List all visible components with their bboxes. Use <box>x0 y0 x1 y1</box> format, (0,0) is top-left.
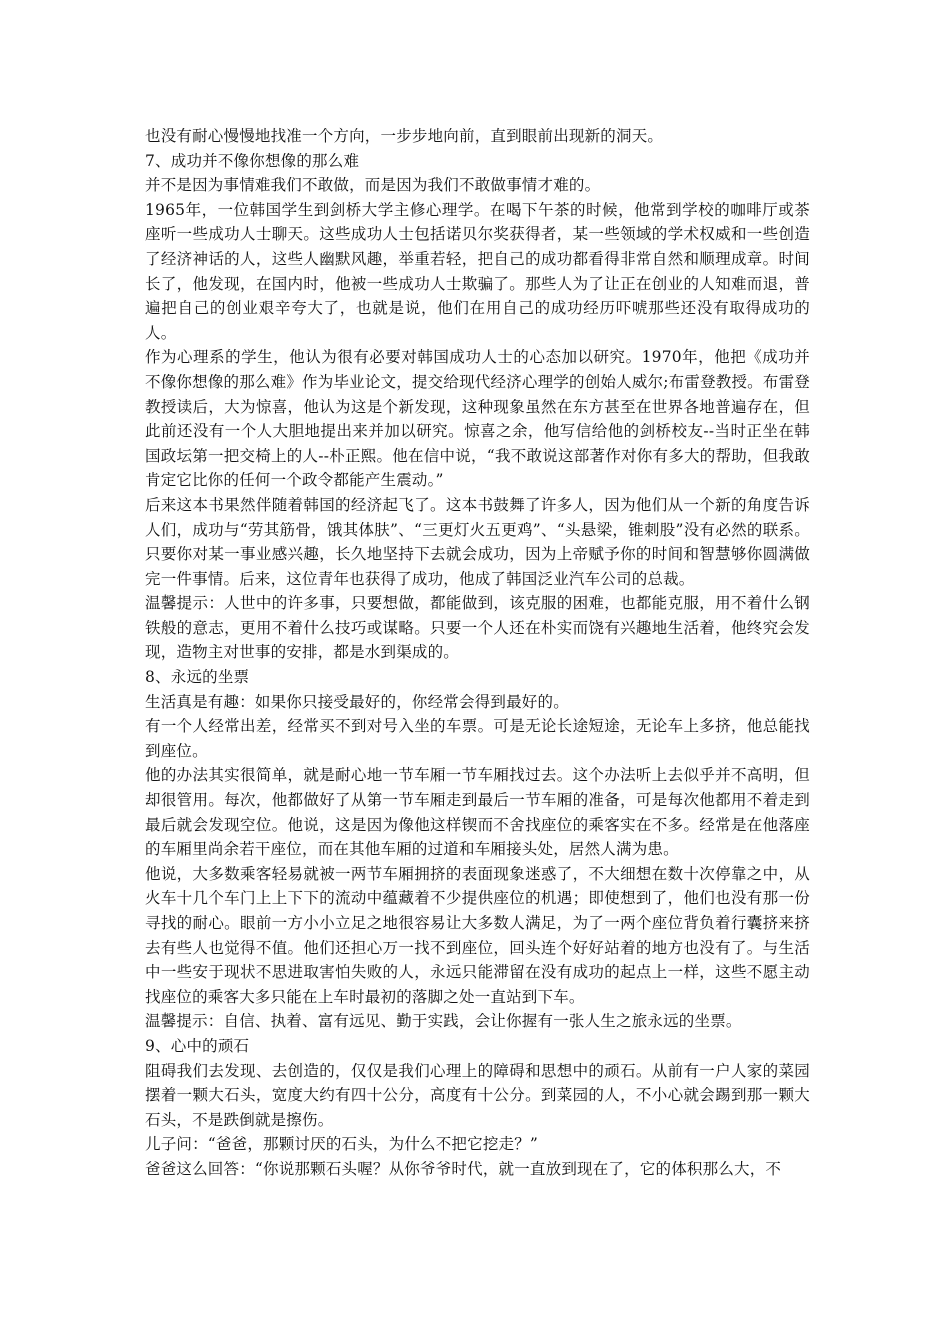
text-paragraph: 1965年，一位韩国学生到剑桥大学主修心理学。在喝下午茶的时候，他常到学校的咖啡厅或茶座听一些成功人士聊天。这些成功人士包括诺贝尔奖获得者，某一些领域的学术权威和一些创造了经济神话的人，这些人幽默风趣，举重若轻，把自己的成功都看得非常自然和顺理成章。时间长了，他发现，在国内时，他被一些成功人士欺骗了。那些人为了让正在创业的人知难而退，普遍把自己的创业艰辛夸大了，也就是说，他们在用自己的成功经历吓唬那些还没有取得成功的人。 <box>145 200 810 342</box>
text-paragraph: 作为心理系的学生，他认为很有必要对韩国成功人士的心态加以研究。1970年，他把《成功并不像你想像的那么难》作为毕业论文，提交给现代经济心理学的创始人威尔;布雷登教授。布雷登教授读后，大为惊喜，他认为这是个新发现，这种现象虽然在东方甚至在世界各地普遍存在，但此前还没有一个人大胆地提出来并加以研究。惊喜之余，他写信给他的剑桥校友--当时正坐在韩国政坛第一把交椅上的人--朴正熙。他在信中说，“我不敢说这部著作对你有多大的帮助，但我敢肯定它比你的任何一个政令都能产生震动。” <box>145 348 810 490</box>
tip-paragraph: 温馨提示：自信、执着、富有远见、勤于实践，会让你握有一张人生之旅永远的坐票。 <box>145 1012 742 1031</box>
text-paragraph: 也没有耐心慢慢地找准一个方向，一步步地向前，直到眼前出现新的洞天。 <box>145 127 664 145</box>
section-heading-8: 8、永远的坐票 <box>145 668 250 687</box>
tip-paragraph: 温馨提示：人世中的许多事，只要想做，都能做到，该克服的困难，也都能克服，用不着什么钢铁般的意志，更用不着什么技巧或谋略。只要一个人还在朴实而饶有兴趣地生活着，他终究会发现，造物主对世事的安排，都是水到渠成的。 <box>145 594 810 662</box>
text-paragraph: 阻碍我们去发现、去创造的，仅仅是我们心理上的障碍和思想中的顽石。从前有一户人家的菜园摆着一颗大石头，宽度大约有四十公分，高度有十公分。到菜园的人，不小心就会踢到那一颗大石头，不是跌倒就是擦伤。 <box>145 1061 810 1129</box>
text-paragraph: 他说，大多数乘客轻易就被一两节车厢拥挤的表面现象迷惑了，不大细想在数十次停靠之中，从火车十几个车门上上下下的流动中蕴藏着不少提供座位的机遇；即使想到了，他们也没有那一份寻找的耐心。眼前一方小小立足之地很容易让大多数人满足，为了一两个座位背负着行囊挤来挤去有些人也觉得不值。他们还担心万一找不到座位，回头连个好好站着的地方也没有了。与生活中一些安于现状不思进取害怕失败的人，永远只能滞留在没有成功的起点上一样，这些不愿主动找座位的乘客大多只能在上车时最初的落脚之处一直站到下车。 <box>145 864 810 1006</box>
section-heading-7: 7、成功并不像你想像的那么难 <box>145 151 360 170</box>
text-paragraph: 爸爸这么回答：“你说那颗石头喔？从你爷爷时代，就一直放到现在了，它的体积那么大，不 <box>145 1159 782 1178</box>
text-paragraph: 儿子问：“爸爸，那颗讨厌的石头，为什么不把它挖走？” <box>145 1135 539 1154</box>
document-page <box>145 124 810 1182</box>
section-heading-9: 9、心中的顽石 <box>145 1036 250 1055</box>
text-paragraph: 后来这本书果然伴随着韩国的经济起飞了。这本书鼓舞了许多人，因为他们从一个新的角度告诉人们，成功与“劳其筋骨，饿其体肤”、“三更灯火五更鸡”、“头悬梁，锥刺股”没有必然的联系。只要你对某一事业感兴趣，长久地坚持下去就会成功，因为上帝赋予你的时间和智慧够你圆满做完一件事情。后来，这位青年也获得了成功，他成了韩国泛业汽车公司的总裁。 <box>145 495 810 588</box>
text-paragraph: 他的办法其实很简单，就是耐心地一节车厢一节车厢找过去。这个办法听上去似乎并不高明，但却很管用。每次，他都做好了从第一节车厢走到最后一节车厢的准备，可是每次他都用不着走到最后就会发现空位。他说，这是因为像他这样锲而不舍找座位的乘客实在不多。经常是在他落座的车厢里尚余若干座位，而在其他车厢的过道和车厢接头处，居然人满为患。 <box>145 766 810 859</box>
text-paragraph: 有一个人经常出差，经常买不到对号入坐的车票。可是无论长途短途，无论车上多挤，他总能找到座位。 <box>145 717 810 760</box>
text-paragraph: 并不是因为事情难我们不敢做，而是因为我们不敢做事情才难的。 <box>145 176 601 195</box>
text-paragraph: 生活真是有趣：如果你只接受最好的，你经常会得到最好的。 <box>145 692 569 711</box>
